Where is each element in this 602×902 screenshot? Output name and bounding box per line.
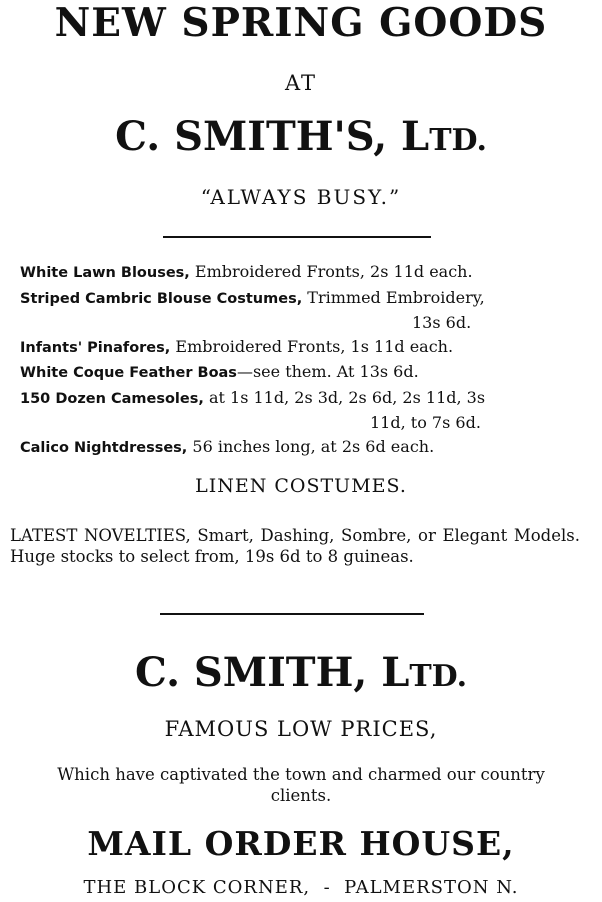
mail-order-house: MAIL ORDER HOUSE,: [87, 824, 515, 863]
item-continuation: 13s 6d.: [412, 313, 472, 332]
item-name: White Lawn Blouses,: [20, 265, 190, 281]
list-item: [20, 335, 580, 361]
linen-heading: LINEN COSTUMES.: [195, 475, 407, 497]
list-item: [20, 260, 580, 286]
address-line: THE BLOCK CORNER, - PALMERSTON N.: [83, 877, 519, 898]
item-detail: —see them. At 13s 6d.: [236, 362, 419, 381]
item-detail: 56 inches long, at 2s 6d each.: [187, 436, 435, 456]
item-name: 150 Dozen Camesoles,: [20, 390, 204, 407]
item-continuation: 11d, to 7s 6d.: [370, 413, 481, 432]
list-item: [20, 360, 580, 386]
item-detail: Embroidered Fronts, 2s 11d each.: [189, 262, 473, 281]
item-name: Infants' Pinafores,: [20, 339, 171, 356]
divider-rule: [160, 613, 424, 615]
headline: NEW SPRING GOODS: [54, 0, 548, 46]
item-detail: Trimmed Embroidery,: [302, 287, 485, 307]
firm-name-bottom-main: C. SMITH, L: [134, 649, 410, 696]
motto: “ALWAYS BUSY.”: [200, 185, 402, 209]
firm-name-bottom-suffix: TD.: [409, 659, 468, 694]
divider-rule: [163, 236, 431, 238]
item-name: Calico Nightdresses,: [20, 439, 188, 456]
which-paragraph: Which have captivated the town and charmed our country clients.: [57, 765, 545, 805]
firm-name-top: [0, 112, 602, 166]
at-line: AT: [284, 71, 318, 95]
item-name: Striped Cambric Blouse Costumes,: [20, 290, 303, 307]
famous-prices: FAMOUS LOW PRICES,: [164, 717, 438, 741]
item-list: [20, 260, 580, 460]
firm-name-top-main: C. SMITH'S, L: [115, 113, 430, 160]
firm-name-top-suffix: TD.: [429, 123, 487, 158]
latest-paragraph: LATEST NOVELTIES, Smart, Dashing, Sombre, or Elegant Models. Huge stocks to select from, 19s 6d to 8 guineas.: [10, 526, 580, 566]
item-name: White Coque Feather Boas: [20, 365, 237, 381]
list-item: [20, 386, 580, 412]
item-detail: at 1s 11d, 2s 3d, 2s 6d, 2s 11d, 3s: [203, 387, 486, 407]
firm-name-bottom: [0, 647, 602, 703]
list-item: [20, 286, 580, 312]
item-detail: Embroidered Fronts, 1s 11d each.: [170, 336, 454, 356]
list-item: [20, 435, 580, 461]
